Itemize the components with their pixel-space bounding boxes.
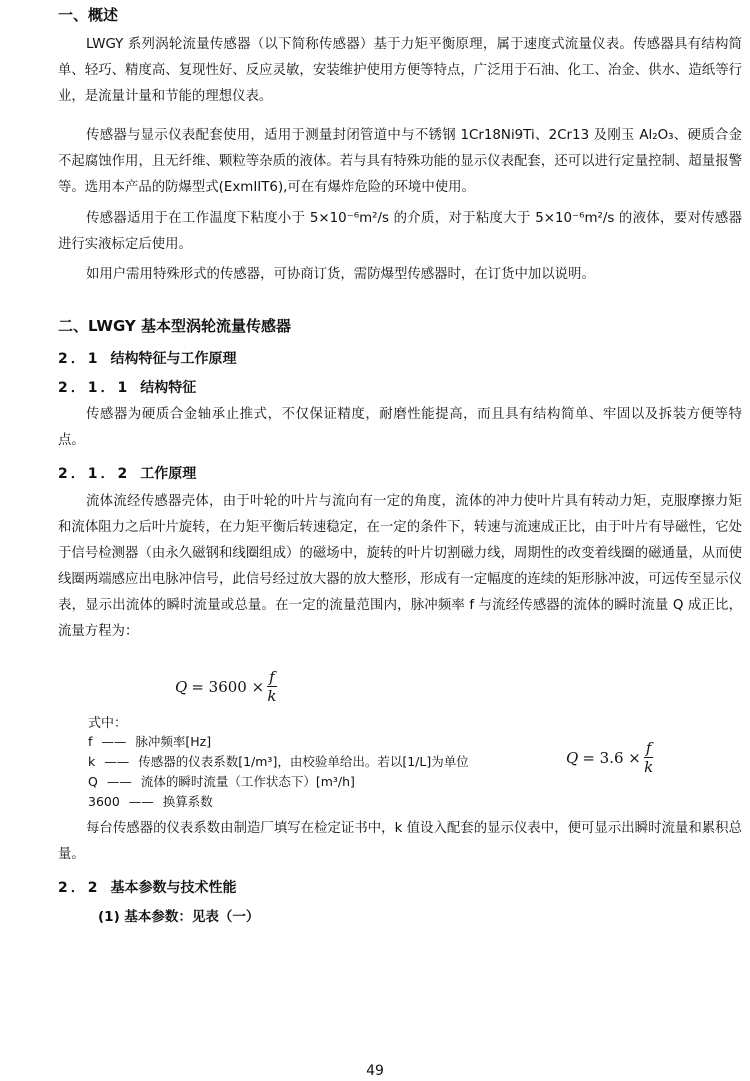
variable-k <box>88 752 469 770</box>
dash: —— <box>106 774 132 789</box>
basic-parameters-item: (1) 基本参数：见表（一） <box>98 909 260 925</box>
variable-description: 流体的瞬时流量（工作状态下）[m³/h] <box>140 774 355 789</box>
paragraph-overview-3: 传感器适用于在工作温度下粘度小于 5×10⁻⁶m²/s 的介质，对于粘度大于 5×10⁻⁶m²/s 的液体，要对传感器进行实液标定后使用。 <box>58 211 742 252</box>
paragraph-principle: 流体流经传感器壳体，由于叶轮的叶片与流向有一定的角度，流体的冲力使叶片具有转动力矩，克服摩擦力矩和流体阻力之后叶片旋转，在力矩平衡后转速稳定，在一定的条件下，转速与流速成正比，由于叶片有导磁性，它处于信号检测器（由永久磁钢和线圈组成）的磁场中，旋转的叶片切割磁力线，周期性的改变着线圈的磁通量，从而使线圈两端感应出电脉冲信号，此信号经过放大器的放大整形，形成有一定幅度的连续的矩形脉冲波，可远传至显示仪表，显示出流体的瞬时流量或总量。在一定的流量范围内，脉冲频率 f 与流经传感器的流体的瞬时流量 Q 成正比，流量方程为： <box>58 494 742 639</box>
section-2-heading: 二、LWGY 基本型涡轮流量传感器 <box>58 317 292 335</box>
subsection-2-2-number: 2．2 <box>58 880 101 896</box>
subsection-2-1-1-heading <box>58 377 196 397</box>
flow-equation-liters <box>566 739 653 776</box>
subsection-2-1-heading <box>58 348 236 368</box>
dash: —— <box>128 794 154 809</box>
flow-equation-liters-lhs: Q <box>566 748 579 767</box>
paragraph-overview-4: 如用户需用特殊形式的传感器，可协商订货，需防爆型传感器时，在订货中加以说明。 <box>86 267 595 282</box>
variable-Q <box>88 772 355 790</box>
paragraph-coefficient: 每台传感器的仪表系数由制造厂填写在检定证书中，k 值设入配套的显示仪表中，便可显示出瞬时流量和累积总量。 <box>58 821 742 862</box>
flow-equation-liters-denominator: k <box>644 758 654 776</box>
variable-description: 脉冲频率[Hz] <box>135 734 212 749</box>
variable-symbol: f <box>88 734 93 749</box>
flow-equation <box>175 668 277 705</box>
variable-description: 换算系数 <box>162 794 213 809</box>
paragraph-structure: 传感器为硬质合金轴承止推式，不仅保证精度，耐磨性能提高，而且具有结构简单、牢固以及拆装方便等特点。 <box>58 407 742 448</box>
variable-symbol: Q <box>88 774 98 789</box>
variable-symbol: 3600 <box>88 794 120 809</box>
subsection-2-1-title: 结构特征与工作原理 <box>110 351 237 367</box>
flow-equation-lhs: Q <box>175 677 188 696</box>
flow-equation-numerator: f <box>269 668 275 686</box>
paragraph-overview-1: LWGY 系列涡轮流量传感器（以下简称传感器）基于力矩平衡原理，属于速度式流量仪表。传感器具有结构简单、轻巧、精度高、复现性好、反应灵敏，安装维护使用方便等特点，广泛用于石油、化工、冶金、供水、造纸等行业，是流量计量和节能的理想仪表。 <box>58 37 742 104</box>
paragraph-overview-2: 传感器与显示仪表配套使用，适用于测量封闭管道中与不锈钢 1Cr18Ni9Ti、2Cr13 及刚玉 Al₂O₃、硬质合金不起腐蚀作用，且无纤维、颗粒等杂质的液体。若与具有特殊功能的显示仪表配套，还可以进行定量控制、超量报警等。选用本产品的防爆型式(ExmIIT6),可在有爆炸危险的环境中使用。 <box>58 128 742 195</box>
subsection-2-1-1-number: 2．1．1 <box>58 380 131 396</box>
subsection-2-1-2-heading <box>58 463 196 483</box>
variable-3600 <box>88 792 213 810</box>
subsection-2-1-2-title: 工作原理 <box>140 466 197 482</box>
subsection-2-1-number: 2．1 <box>58 351 101 367</box>
flow-equation-liters-numerator: f <box>645 739 652 757</box>
variable-f <box>88 732 211 750</box>
variable-symbol: k <box>88 754 96 769</box>
flow-equation-coef: = 3600 × <box>191 677 265 696</box>
dash: —— <box>104 754 130 769</box>
flow-equation-fraction <box>267 668 277 705</box>
subsection-2-2-title: 基本参数与技术性能 <box>110 880 237 896</box>
where-label: 式中： <box>88 716 128 731</box>
flow-equation-liters-coef: = 3.6 × <box>582 748 641 767</box>
flow-equation-liters-fraction <box>644 739 654 776</box>
dash: —— <box>101 734 127 749</box>
variable-description: 传感器的仪表系数[1/m³]，由校验单给出。若以[1/L]为单位 <box>138 754 469 769</box>
subsection-2-1-2-number: 2．1．2 <box>58 466 131 482</box>
page-number: 49 <box>366 1063 384 1079</box>
section-1-heading: 一、概述 <box>58 6 119 24</box>
subsection-2-1-1-title: 结构特征 <box>140 380 197 396</box>
flow-equation-denominator: k <box>267 687 277 705</box>
subsection-2-2-heading <box>58 877 236 897</box>
